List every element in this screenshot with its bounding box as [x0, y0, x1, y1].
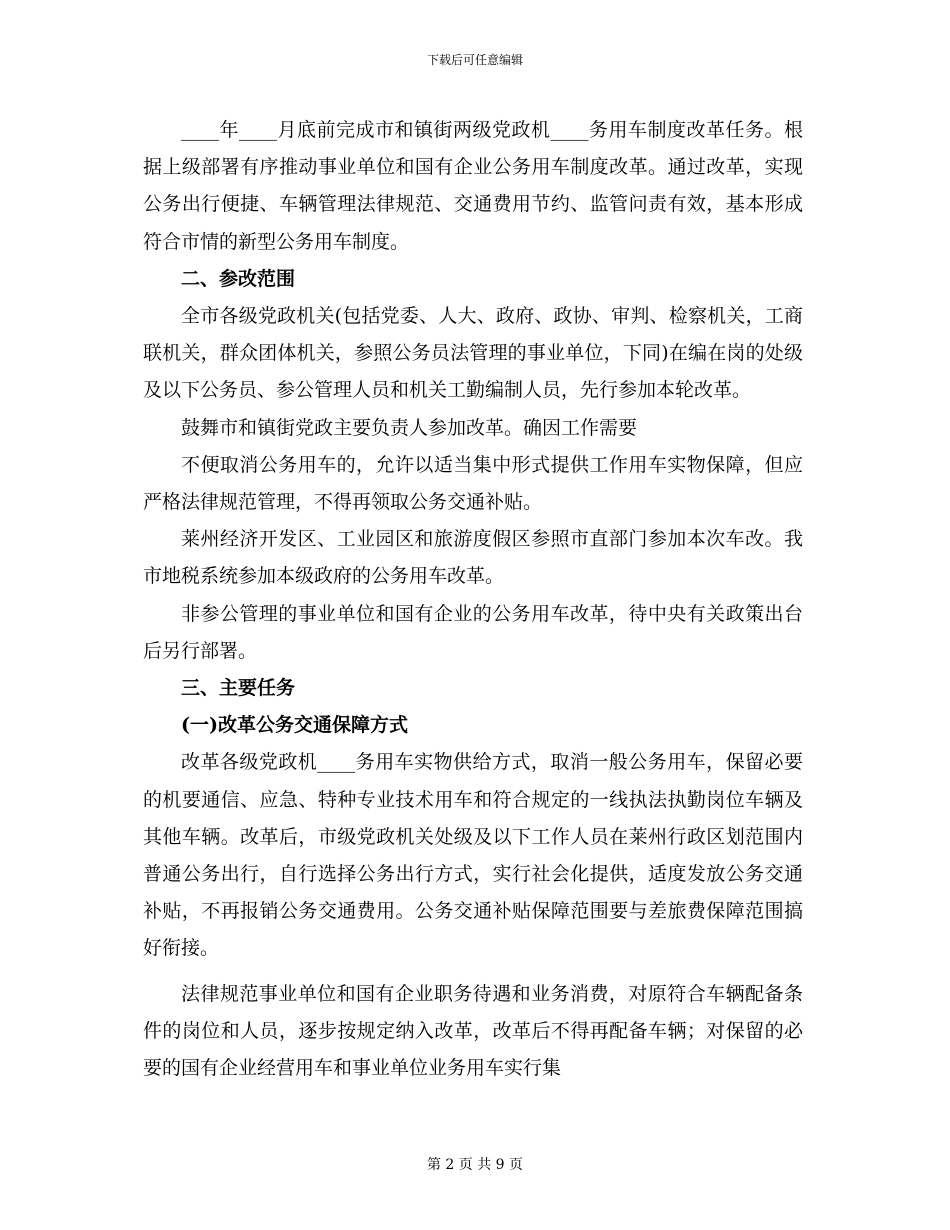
- heading-scope: 二、参改范围: [181, 267, 296, 290]
- paragraph-zones: 莱州经济开发区、工业园区和旅游度假区参照市直部门参加本次车改。我市地税系统参加本级政府的公务用车改革。: [143, 528, 803, 588]
- document-body: [143, 112, 803, 1087]
- paragraph-reform-timeline: ____年____月底前完成市和镇街两级党政机____务用车制度改革任务。根据上级部署有序推动事业单位和国有企业公务用车制度改革。通过改革，实现公务出行便捷、车辆管理法律规范、交通费用节约、监管问责有效，基本形成符合市情的新型公务用车制度。: [143, 119, 803, 253]
- paragraph-gap: [143, 968, 803, 976]
- paragraph-supply-reform: 改革各级党政机____务用车实物供给方式，取消一般公务用车，保留必要的机要通信、应急、特种专业技术用车和符合规定的一线执法执勤岗位车辆及其他车辆。改革后，市级党政机关处级及以下工作人员在莱州行政区划范围内普通公务出行，自行选择公务出行方式，实行社会化提供，适度发放公务交通补贴，不再报销公务交通费用。公务交通补贴保障范围要与差旅费保障范围搞好衔接。: [143, 751, 803, 960]
- paragraph-leaders: 鼓舞市和镇街党政主要负责人参加改革。确因工作需要: [181, 416, 638, 439]
- heading-transport-reform: (一)改革公务交通保障方式: [181, 714, 408, 737]
- paragraph-exceptions: 不便取消公务用车的，允许以适当集中形式提供工作用车实物保障，但应严格法律规范管理，不得再领取公务交通补贴。: [143, 453, 803, 514]
- paragraph-enterprise-reform: 法律规范事业单位和国有企业职务待遇和业务消费，对原符合车辆配备条件的岗位和人员，逐步按规定纳入改革，改革后不得再配备车辆；对保留的必要的国有企业经营用车和事业单位业务用车实行集: [143, 982, 803, 1080]
- page-header: 下载后可任意编辑: [426, 53, 523, 67]
- paragraph-scope-agencies: 全市各级党政机关(包括党委、人大、政府、政协、审判、检察机关，工商联机关，群众团体机关，参照公务员法管理的事业单位，下同)在编在岗的处级及以下公务员、参公管理人员和机关工勤编制人员，先行参加本轮改革。: [143, 305, 803, 402]
- page-footer: 第 2 页 共 9 页: [426, 1157, 524, 1173]
- heading-main-tasks: 三、主要任务: [181, 677, 296, 700]
- paragraph-non-civil: 非参公管理的事业单位和国有企业的公务用车改革，待中央有关政策出台后另行部署。: [143, 602, 803, 662]
